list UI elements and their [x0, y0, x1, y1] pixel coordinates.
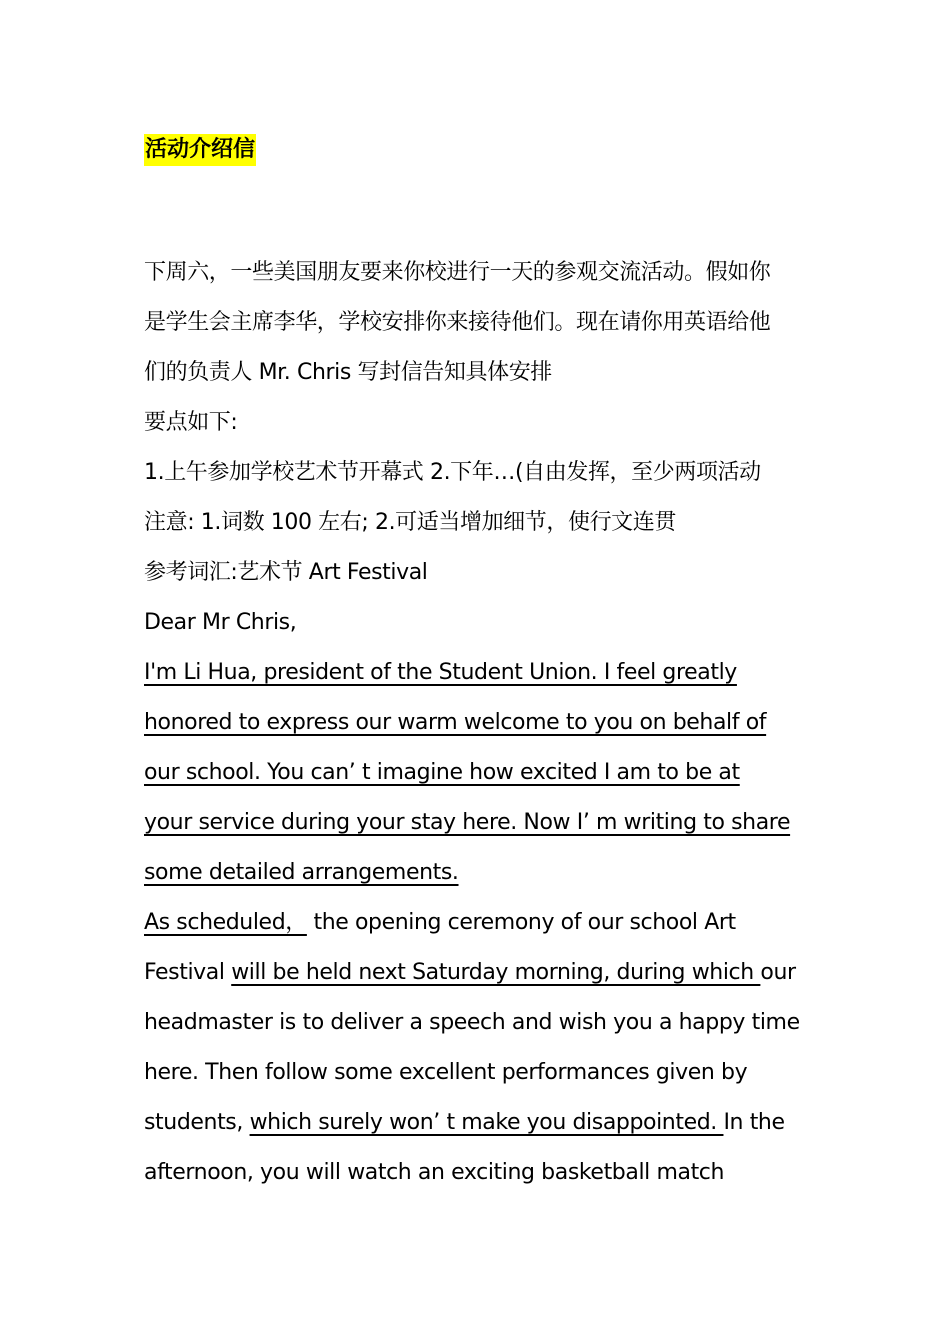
- underlined-text: some detailed arrangements.: [144, 860, 459, 885]
- underlined-text: I'm Li Hua, president of the Student Union. I feel greatly: [144, 660, 737, 685]
- plain-text: our: [760, 960, 796, 985]
- letter-line: headmaster is to deliver a speech and wish you a happy time: [144, 1010, 800, 1035]
- letter-line: here. Then follow some excellent performances given by: [144, 1060, 748, 1085]
- letter-line: [144, 898, 824, 948]
- prompt-line: 注意: 1.词数 100 左右; 2.可适当增加细节，使行文连贯: [144, 510, 676, 535]
- letter-line: [144, 748, 824, 798]
- prompt-line: 下周六，一些美国朋友要来你校进行一天的参观交流活动。假如你: [144, 260, 771, 285]
- document-title: 活动介绍信: [144, 134, 256, 166]
- letter-line: [144, 1098, 824, 1148]
- prompt-line: 要点如下:: [144, 410, 238, 435]
- letter-line: [144, 698, 824, 748]
- plain-text: the opening ceremony of our school Art: [306, 910, 736, 935]
- plain-text: students,: [144, 1110, 250, 1135]
- prompt-line: 们的负责人 Mr. Chris 写封信告知具体安排: [144, 360, 552, 385]
- plain-text: In the: [723, 1110, 785, 1135]
- plain-text: Festival: [144, 960, 232, 985]
- prompt-line: 参考词汇:艺术节 Art Festival: [144, 560, 428, 585]
- underlined-text: your service during your stay here. Now I’ m writing to share: [144, 810, 791, 835]
- letter-line: [144, 948, 824, 998]
- letter-line: [144, 798, 824, 848]
- underlined-text: our school. You can’ t imagine how excited I am to be at: [144, 760, 740, 785]
- underlined-text: which surely won’ t make you disappointed.: [249, 1110, 724, 1135]
- prompt-line: 是学生会主席李华，学校安排你来接待他们。现在请你用英语给他: [144, 310, 771, 335]
- underlined-text: honored to express our warm welcome to you on behalf of: [144, 710, 767, 735]
- underlined-text: As scheduled，: [144, 910, 307, 935]
- letter-salutation: Dear Mr Chris,: [144, 610, 297, 635]
- letter-line: afternoon, you will watch an exciting basketball match: [144, 1160, 725, 1185]
- document-body: [144, 248, 824, 1198]
- prompt-line: 1.上午参加学校艺术节开幕式 2.下年…(自由发挥，至少两项活动: [144, 460, 761, 485]
- underlined-text: will be held next Saturday morning, during which: [231, 960, 761, 985]
- letter-line: [144, 848, 824, 898]
- letter-line: [144, 648, 824, 698]
